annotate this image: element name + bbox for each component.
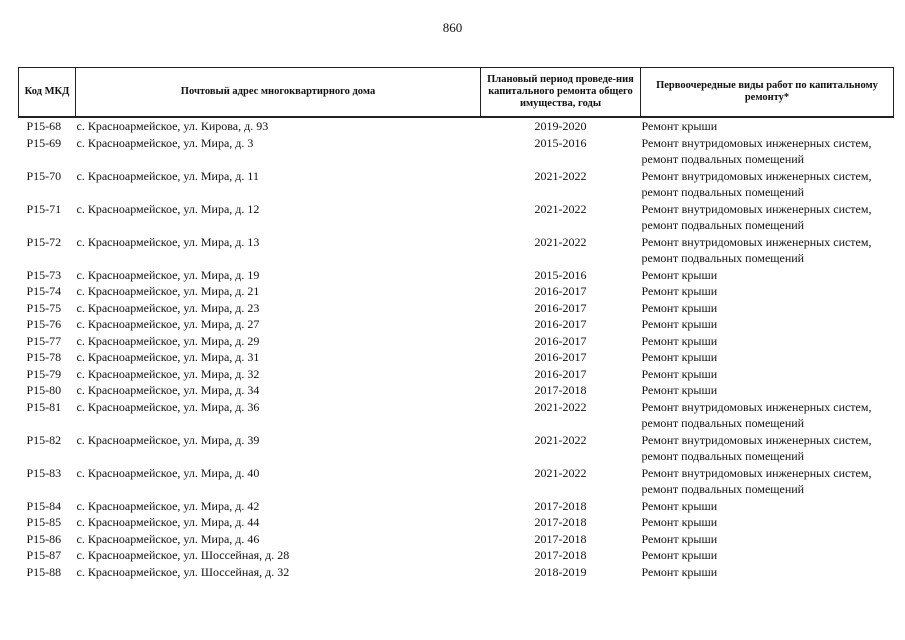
cell-address: с. Красноармейское, ул. Мира, д. 19 (76, 267, 260, 282)
works-line: Ремонт внутридомовых инженерных систем, (641, 168, 872, 183)
cell-address: с. Красноармейское, ул. Мира, д. 3 (76, 135, 254, 150)
cell-address: с. Красноармейское, ул. Мира, д. 44 (76, 515, 260, 529)
cell-period: 2021-2022 (534, 168, 587, 183)
cell-works (641, 349, 894, 366)
cell-address: с. Красноармейское, ул. Мира, д. 36 (76, 399, 260, 414)
cell-works (641, 267, 894, 284)
cell-period: 2021-2022 (534, 465, 587, 480)
cell-period: 2018-2019 (534, 564, 587, 579)
table-body (19, 117, 894, 580)
works-line: Ремонт крыши (641, 119, 718, 133)
cell-code: Р15-71 (26, 201, 62, 216)
works-line: Ремонт крыши (641, 531, 718, 546)
cell-address: с. Красноармейское, ул. Шоссейная, д. 28 (76, 548, 290, 562)
cell-address: с. Красноармейское, ул. Мира, д. 31 (76, 350, 260, 364)
works-line: Ремонт внутридомовых инженерных систем, (641, 465, 872, 480)
table-row (19, 514, 894, 531)
header-period: Плановый период проведе-ния капитального ремонта общего имущества, годы (481, 68, 641, 118)
housing-register-table (18, 67, 894, 580)
cell-works (641, 514, 894, 531)
cell-period: 2017-2018 (534, 548, 587, 562)
cell-period: 2016-2017 (534, 284, 587, 298)
table-row (19, 316, 894, 333)
cell-works (641, 531, 894, 548)
table-row (19, 382, 894, 399)
cell-period: 2021-2022 (534, 399, 587, 414)
cell-period: 2016-2017 (534, 366, 587, 381)
works-line: ремонт подвальных помещений (641, 152, 805, 166)
works-line: Ремонт крыши (641, 498, 718, 513)
table-row (19, 349, 894, 366)
cell-address: с. Красноармейское, ул. Мира, д. 39 (76, 432, 260, 447)
cell-address: с. Красноармейское, ул. Мира, д. 32 (76, 366, 260, 381)
cell-works (641, 382, 894, 399)
table-row (19, 564, 894, 581)
header-code: Код МКД (19, 68, 76, 118)
works-line: ремонт подвальных помещений (641, 449, 805, 463)
cell-code: Р15-85 (26, 515, 62, 529)
table-row (19, 432, 894, 465)
works-line: Ремонт крыши (641, 333, 718, 348)
cell-code: Р15-87 (26, 548, 62, 562)
cell-period: 2016-2017 (534, 333, 587, 348)
cell-period: 2017-2018 (534, 515, 587, 529)
cell-address: с. Красноармейское, ул. Мира, д. 42 (76, 498, 260, 513)
cell-code: Р15-77 (26, 333, 62, 348)
cell-address: с. Красноармейское, ул. Мира, д. 23 (76, 300, 260, 315)
cell-works (641, 547, 894, 564)
table-row (19, 498, 894, 515)
cell-address: с. Красноармейское, ул. Мира, д. 29 (76, 333, 260, 348)
cell-address: с. Красноармейское, ул. Мира, д. 27 (76, 317, 260, 331)
table-row (19, 399, 894, 432)
cell-code: Р15-68 (26, 119, 62, 133)
cell-address: с. Красноармейское, ул. Мира, д. 21 (76, 284, 260, 298)
cell-address: с. Красноармейское, ул. Мира, д. 46 (76, 531, 260, 546)
cell-works (641, 117, 894, 135)
cell-code: Р15-70 (26, 168, 62, 183)
cell-code: Р15-76 (26, 317, 62, 331)
cell-code: Р15-83 (26, 465, 62, 480)
cell-address: с. Красноармейское, ул. Кирова, д. 93 (76, 119, 269, 133)
cell-address: с. Красноармейское, ул. Шоссейная, д. 32 (76, 564, 290, 579)
works-line: ремонт подвальных помещений (641, 416, 805, 430)
cell-works (641, 564, 894, 581)
cell-code: Р15-75 (26, 300, 62, 315)
cell-code: Р15-80 (26, 383, 62, 397)
works-line: Ремонт внутридомовых инженерных систем, (641, 234, 872, 249)
works-line: Ремонт крыши (641, 366, 718, 381)
cell-period: 2017-2018 (534, 498, 587, 513)
header-works: Первоочередные виды работ по капитальному ремонту* (641, 68, 894, 118)
cell-works (641, 399, 894, 432)
works-line: Ремонт крыши (641, 515, 718, 529)
cell-period: 2016-2017 (534, 317, 587, 331)
cell-code: Р15-88 (26, 564, 62, 579)
cell-period: 2016-2017 (534, 300, 587, 315)
cell-period: 2017-2018 (534, 383, 587, 397)
works-line: ремонт подвальных помещений (641, 251, 805, 265)
cell-code: Р15-79 (26, 366, 62, 381)
works-line: Ремонт крыши (641, 300, 718, 315)
table-row (19, 135, 894, 168)
cell-works (641, 498, 894, 515)
cell-works (641, 168, 894, 201)
works-line: Ремонт внутридомовых инженерных систем, (641, 201, 872, 216)
cell-works (641, 465, 894, 498)
cell-code: Р15-86 (26, 531, 62, 546)
works-line: Ремонт крыши (641, 548, 718, 562)
works-line: Ремонт крыши (641, 284, 718, 298)
cell-works (641, 316, 894, 333)
cell-code: Р15-81 (26, 399, 62, 414)
cell-works (641, 366, 894, 383)
works-line: Ремонт внутридомовых инженерных систем, (641, 135, 872, 150)
works-line: ремонт подвальных помещений (641, 185, 805, 199)
cell-period: 2019-2020 (534, 119, 587, 133)
cell-period: 2015-2016 (534, 135, 587, 150)
cell-period: 2021-2022 (534, 234, 587, 249)
cell-code: Р15-82 (26, 432, 62, 447)
cell-code: Р15-69 (26, 135, 62, 150)
works-line: Ремонт крыши (641, 350, 718, 364)
works-line: Ремонт внутридомовых инженерных систем, (641, 432, 872, 447)
table-row (19, 300, 894, 317)
cell-code: Р15-74 (26, 284, 62, 298)
cell-works (641, 234, 894, 267)
cell-code: Р15-73 (26, 267, 62, 282)
cell-period: 2017-2018 (534, 531, 587, 546)
table-row (19, 283, 894, 300)
cell-works (641, 333, 894, 350)
cell-period: 2016-2017 (534, 350, 587, 364)
works-line: ремонт подвальных помещений (641, 482, 805, 496)
page-number: 860 (442, 20, 463, 35)
cell-works (641, 135, 894, 168)
cell-address: с. Красноармейское, ул. Мира, д. 40 (76, 465, 260, 480)
table-row (19, 201, 894, 234)
cell-works (641, 201, 894, 234)
table-row (19, 366, 894, 383)
cell-works (641, 283, 894, 300)
cell-address: с. Красноармейское, ул. Мира, д. 11 (76, 168, 259, 183)
table-row (19, 531, 894, 548)
works-line: Ремонт крыши (641, 383, 718, 397)
cell-address: с. Красноармейское, ул. Мира, д. 13 (76, 234, 260, 249)
table-row (19, 333, 894, 350)
cell-period: 2015-2016 (534, 267, 587, 282)
table-row (19, 547, 894, 564)
table-row (19, 117, 894, 135)
header-address: Почтовый адрес многоквартирного дома (76, 68, 481, 118)
works-line: Ремонт крыши (641, 564, 718, 579)
works-line: Ремонт внутридомовых инженерных систем, (641, 399, 872, 414)
cell-address: с. Красноармейское, ул. Мира, д. 12 (76, 201, 260, 216)
table-header (19, 68, 894, 118)
cell-code: Р15-84 (26, 498, 62, 513)
table-row (19, 168, 894, 201)
cell-period: 2021-2022 (534, 201, 587, 216)
cell-period: 2021-2022 (534, 432, 587, 447)
works-line: Ремонт крыши (641, 267, 718, 282)
works-line: ремонт подвальных помещений (641, 218, 805, 232)
cell-works (641, 300, 894, 317)
works-line: Ремонт крыши (641, 317, 718, 331)
cell-code: Р15-78 (26, 350, 62, 364)
table-row (19, 465, 894, 498)
cell-code: Р15-72 (26, 234, 62, 249)
table-row (19, 267, 894, 284)
cell-works (641, 432, 894, 465)
cell-address: с. Красноармейское, ул. Мира, д. 34 (76, 383, 260, 397)
table-row (19, 234, 894, 267)
